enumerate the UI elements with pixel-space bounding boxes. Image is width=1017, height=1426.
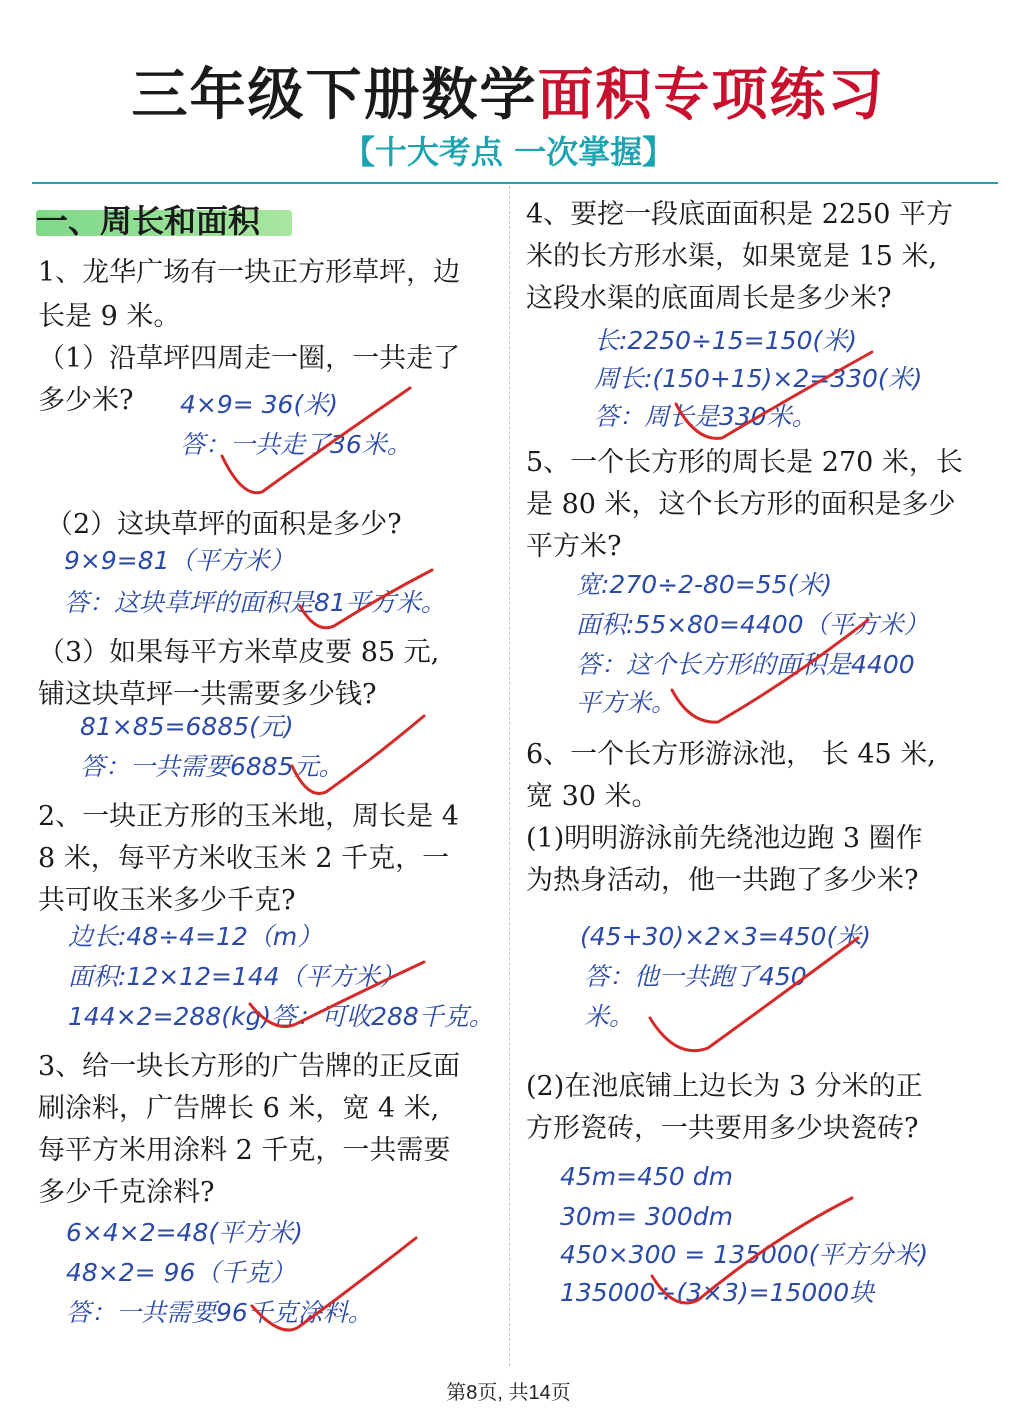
q6-part1-line1: (1)明明游泳前先绕池边跑 3 圈作: [526, 823, 923, 854]
column-divider: [509, 186, 510, 1366]
q1-part2-line: （2）这块草坪的面积是多少?: [46, 509, 402, 540]
q2-text-line2: 8 米，每平方米收玉米 2 千克，一: [38, 843, 450, 874]
q2-text-line3: 共可收玉米多少千克?: [38, 885, 296, 916]
q4-text-line2: 米的长方形水渠，如果宽是 15 米,: [526, 241, 938, 272]
q3-text-line3: 每平方米用涂料 2 千克，一共需要: [38, 1135, 451, 1166]
q1-text-line1: 1、龙华广场有一块正方形草坪，边: [38, 257, 461, 288]
q1-part2-answer-calc: 9×9=81（平方米）: [64, 546, 295, 575]
q5-text-line3: 平方米?: [526, 531, 622, 562]
q5-answer-line1: 宽:270÷2-80=55(米): [576, 570, 833, 599]
page-title: [0, 60, 1017, 132]
q6-part2-answer-line2: 30m= 300dm: [560, 1202, 733, 1231]
q6-text-line1: 6、一个长方形游泳池， 长 45 米,: [526, 739, 936, 770]
q6-part2-answer-line4: 135000÷(3×3)=15000块: [560, 1278, 875, 1307]
q1-part2-answer: 答：这块草坪的面积是81平方米。: [64, 588, 446, 617]
q6-part1-answer-calc: (45+30)×2×3=450(米): [580, 922, 871, 951]
q5-text-line2: 是 80 米，这个长方形的面积是多少: [526, 489, 956, 520]
q2-text-line1: 2、一块正方形的玉米地，周长是 4: [38, 801, 459, 832]
q1-part1-line2: 多少米?: [38, 385, 134, 416]
q3-text-line1: 3、给一块长方形的广告牌的正反面: [38, 1051, 461, 1082]
q2-answer-line1: 边长:48÷4=12（m）: [68, 922, 323, 951]
q1-part3-line2: 铺这块草坪一共需要多少钱?: [38, 679, 377, 710]
q6-part1-answer: 答：他一共跑了450: [584, 962, 807, 991]
q2-answer-line2: 面积:12×12=144（平方米）: [68, 962, 405, 991]
page-footer: 第8页, 共14页: [446, 1382, 571, 1404]
q6-part2-line1: (2)在池底铺上边长为 3 分米的正: [526, 1071, 923, 1102]
q1-part3-answer-calc: 81×85=6885(元): [80, 712, 294, 741]
q3-text-line2: 刷涂料，广告牌长 6 米，宽 4 米,: [38, 1093, 440, 1124]
q6-part2-line2: 方形瓷砖，一共要用多少块瓷砖?: [526, 1113, 919, 1144]
q1-text-line2: 长是 9 米。: [38, 301, 181, 332]
q5-text-line1: 5、一个长方形的周长是 270 米，长: [526, 447, 963, 478]
q1-part1-answer: 答：一共走了36米。: [180, 430, 412, 459]
page-subtitle: 【十大考点 一次掌握】: [342, 133, 675, 171]
q4-answer-line2: 周长:(150+15)×2=330(米): [594, 364, 923, 393]
q2-answer-line3: 144×2=288(kg)答：可收288千克。: [68, 1002, 494, 1031]
section-title: [36, 196, 260, 242]
q5-answer-line4: 平方米。: [576, 688, 677, 717]
q3-answer-line3: 答：一共需要96千克涂料。: [66, 1298, 373, 1327]
q5-answer-line2: 面积:55×80=4400（平方米）: [576, 610, 929, 639]
q4-answer-line1: 长:2250÷15=150(米): [594, 326, 857, 355]
q5-answer-line3: 答：这个长方形的面积是4400: [576, 650, 915, 679]
section-title-text: 一、周长和面积: [36, 202, 261, 240]
q4-text-line3: 这段水渠的底面周长是多少米?: [526, 283, 892, 314]
q1-part1-line1: （1）沿草坪四周走一圈，一共走了: [38, 343, 461, 374]
q3-text-line4: 多少千克涂料?: [38, 1177, 215, 1208]
q3-answer-line2: 48×2= 96（千克）: [66, 1258, 296, 1287]
header-rule: [32, 182, 998, 184]
q6-part2-answer-line1: 45m=450 dm: [560, 1162, 733, 1191]
q6-part2-answer-line3: 450×300 = 135000(平方分米): [560, 1240, 929, 1269]
q1-part1-answer-calc: 4×9= 36(米): [180, 390, 338, 419]
q1-part3-line1: （3）如果每平方米草皮要 85 元,: [38, 637, 440, 668]
q1-part3-answer: 答：一共需要6885元。: [80, 752, 344, 781]
title-black: 三年级下册数学: [131, 63, 538, 128]
q6-text-line2: 宽 30 米。: [526, 781, 659, 812]
title-red: 面积专项练习: [537, 63, 886, 128]
q6-part1-answer-cont: 米。: [584, 1002, 635, 1031]
q4-answer-line3: 答：周长是330米。: [594, 402, 817, 431]
q4-text-line1: 4、要挖一段底面面积是 2250 平方: [526, 199, 954, 230]
q6-part1-line2: 为热身活动，他一共跑了多少米?: [526, 865, 919, 896]
q3-answer-line1: 6×4×2=48(平方米): [66, 1218, 303, 1247]
